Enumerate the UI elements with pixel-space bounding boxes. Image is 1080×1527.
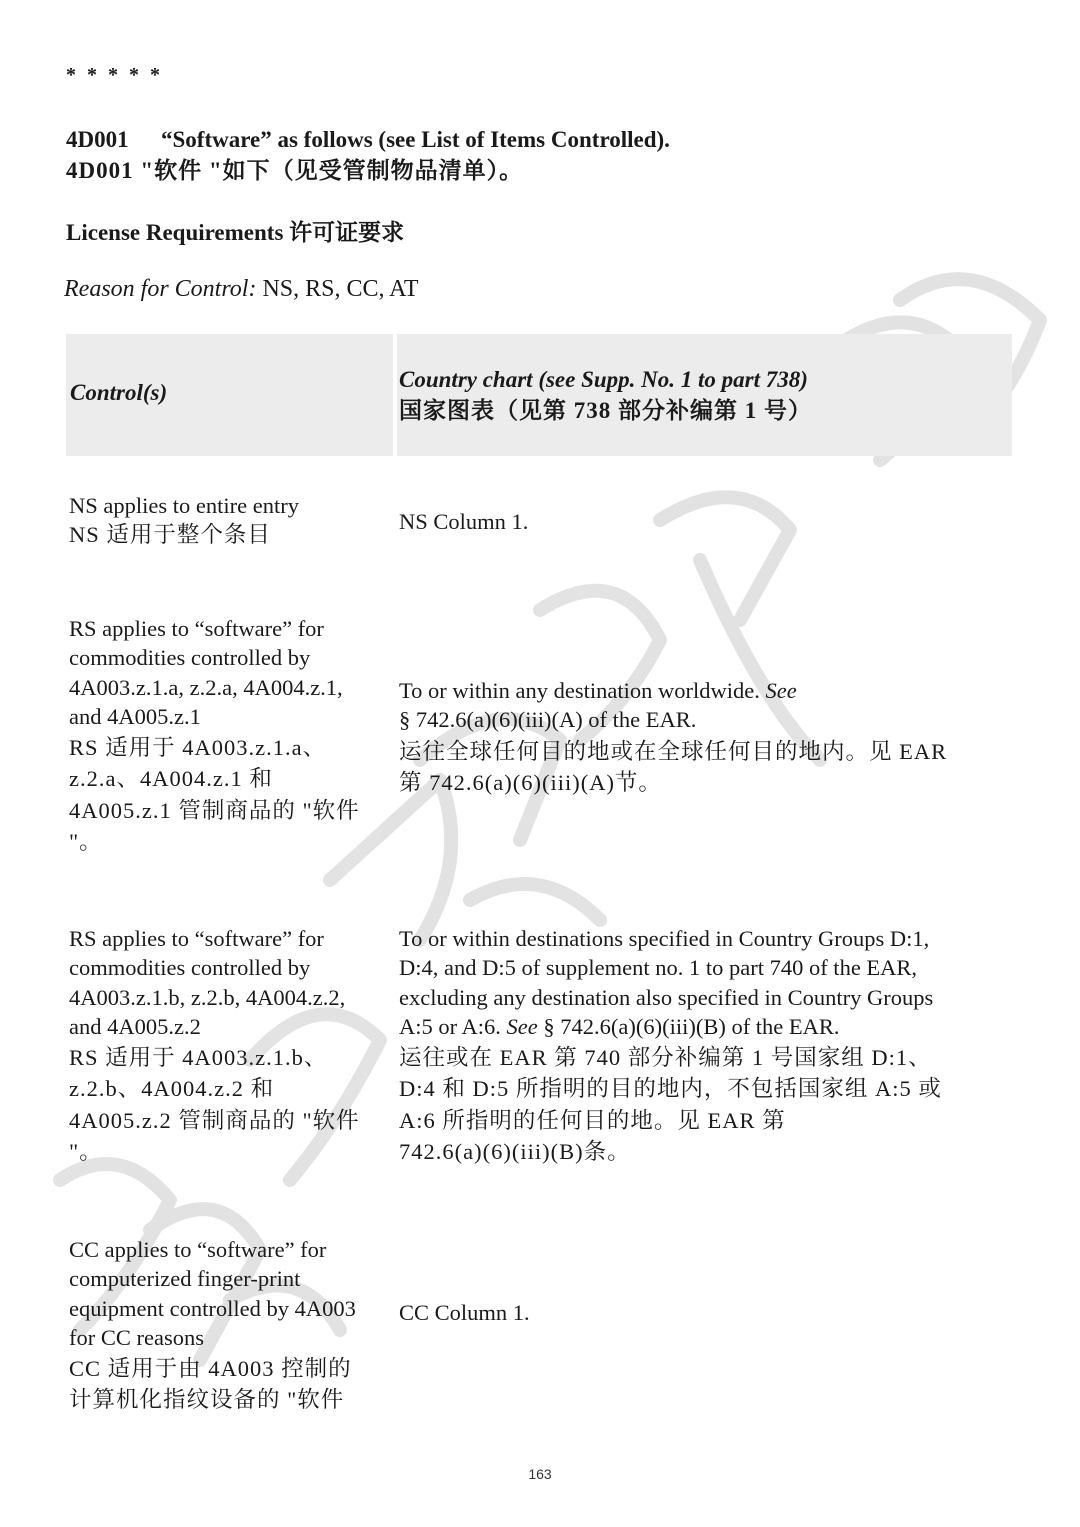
cell-line: 4A005.z.2 管制商品的 "软件	[69, 1107, 360, 1133]
reason-label: Reason for Control:	[64, 276, 257, 302]
chart-see: See	[765, 678, 797, 703]
cell-line: CC 适用于由 4A003 控制的	[69, 1356, 352, 1382]
cell-line: 计算机化指纹设备的 "软件	[69, 1387, 345, 1413]
cell-line: z.2.b、4A004.z.2 和	[69, 1076, 275, 1102]
entry-heading	[66, 124, 670, 186]
cell-line: D:4, and D:5 of supplement no. 1 to part 740 of the EAR,	[399, 955, 918, 981]
cell-line: RS applies to “software” for	[69, 616, 324, 641]
header-controls: Control(s)	[70, 380, 168, 405]
cell-line: RS 适用于 4A003.z.1.a、	[69, 735, 327, 761]
cell-line: NS 适用于整个条目	[69, 522, 271, 548]
cell-line: RS applies to “software” for	[69, 926, 324, 951]
cell-line: § 742.6(a)(6)(iii)(A) of the EAR.	[399, 707, 697, 733]
header-country-chart	[399, 364, 812, 426]
reason-value: NS, RS, CC, AT	[256, 276, 419, 302]
reason-for-control	[64, 276, 419, 303]
table-row-rs2-chart	[399, 924, 1014, 1166]
table-row-ns-control	[69, 491, 395, 550]
cell-line: computerized finger-print	[69, 1266, 301, 1292]
cell-line: 4A005.z.1 管制商品的 "软件	[69, 797, 360, 823]
cell-line: "。	[69, 829, 103, 855]
cell-line: for CC reasons	[69, 1324, 204, 1350]
cell-line: 4A003.z.1.a, z.2.a, 4A004.z.1,	[69, 674, 343, 700]
table-row-cc-control	[69, 1235, 395, 1415]
cell-line: 4A003.z.1.b, z.2.b, 4A004.z.2,	[69, 984, 346, 1010]
cell-line: and 4A005.z.2	[69, 1013, 201, 1039]
chart-text: To or within any destination worldwide.	[399, 678, 766, 703]
cell-line: CC Column 1.	[399, 1300, 530, 1325]
entry-title-en: “Software” as follows (see List of Items Controlled).	[161, 127, 670, 152]
cell-line: A:6 所指明的任何目的地。见 EAR 第	[399, 1107, 786, 1133]
cell-line: NS Column 1.	[399, 509, 529, 534]
cell-line: excluding any destination also specified in Country Groups	[399, 984, 934, 1010]
chart-see: See	[506, 1013, 538, 1039]
cell-line: and 4A005.z.1	[69, 703, 201, 729]
separator-stars: * * * * *	[66, 64, 163, 86]
cell-line: 运往或在 EAR 第 740 部分补编第 1 号国家组 D:1、	[399, 1045, 932, 1071]
entry-code: 4D001	[66, 127, 129, 152]
cell-line: commodities controlled by	[69, 955, 311, 981]
header-divider	[393, 334, 397, 456]
header-country-chart-en: Country chart (see Supp. No. 1 to part 738)	[399, 367, 808, 392]
table-row-rs2-control	[69, 924, 395, 1166]
cell-line: D:4 和 D:5 所指明的目的地内，不包括国家组 A:5 或	[399, 1076, 942, 1102]
license-requirements-heading: License Requirements 许可证要求	[66, 220, 405, 245]
cell-line: NS applies to entire entry	[69, 493, 299, 518]
cell-line	[399, 1012, 1014, 1041]
table-row-rs1-chart	[399, 676, 1014, 797]
cell-line: equipment controlled by 4A003	[69, 1295, 356, 1321]
table-header	[66, 334, 1012, 456]
cell-line: 第 742.6(a)(6)(iii)(A)节。	[399, 769, 662, 795]
cell-line: To or within destinations specified in Country Groups D:1,	[399, 926, 930, 951]
table-row-rs1-control	[69, 614, 395, 856]
chart-text: § 742.6(a)(6)(iii)(B) of the EAR.	[537, 1013, 840, 1039]
cell-line: "。	[69, 1139, 103, 1165]
cell-line: RS 适用于 4A003.z.1.b、	[69, 1045, 328, 1071]
cell-line: CC applies to “software” for	[69, 1237, 327, 1262]
cell-line: 742.6(a)(6)(iii)(B)条。	[399, 1139, 631, 1165]
cell-line: commodities controlled by	[69, 645, 311, 671]
cell-line: 运往全球任何目的地或在全球任何目的地内。见 EAR	[399, 738, 948, 764]
chart-text: A:5 or A:6.	[399, 1013, 507, 1039]
cell-line: z.2.a、4A004.z.1 和	[69, 766, 273, 792]
cell-line	[399, 676, 1014, 705]
page-number: 163	[528, 1466, 552, 1482]
entry-heading-en	[66, 124, 670, 155]
table-row-ns-chart	[399, 507, 1014, 536]
table-row-cc-chart	[399, 1298, 1014, 1327]
header-country-chart-zh: 国家图表（见第 738 部分补编第 1 号）	[399, 398, 812, 423]
entry-title-zh: 4D001 "软件 "如下（见受管制物品清单）。	[66, 158, 524, 183]
